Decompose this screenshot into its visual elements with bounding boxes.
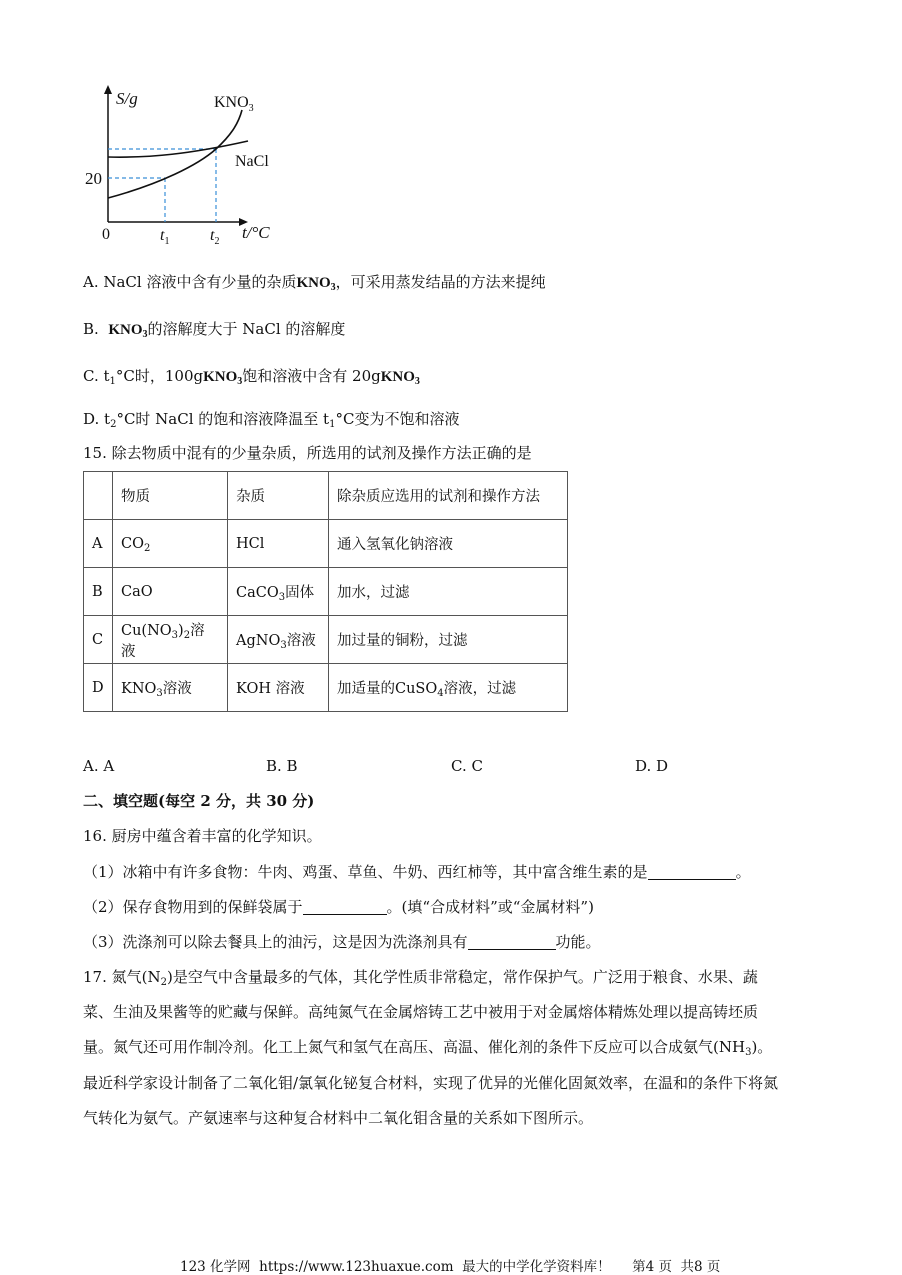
impurity-cell: AgNO$_3$溶液 (228, 616, 329, 664)
table-header-row (84, 472, 568, 520)
q15-stem: 15. 除去物质中混有的少量杂质，所选用的试剂及操作方法正确的是 (83, 444, 532, 462)
method-cell: 加适量的CuSO$_4$溶液，过滤 (329, 664, 568, 712)
row-label: C (84, 616, 113, 664)
q17-line-2: 菜、生油及果酱等的贮藏与保鲜。高纯氮气在金属熔铸工艺中被用于对金属熔体精炼处理以提高铸坯质 (83, 1003, 759, 1021)
substance-cell: $Cu(NO_3)_2$溶液 (113, 616, 228, 664)
impurity-cell: KOH 溶液 (228, 664, 329, 712)
q15-option-b: B. B (266, 757, 298, 775)
table-row (84, 616, 568, 664)
t2-label: $t_2$ (210, 227, 220, 247)
q14-option-a: A. NaCl 溶液中含有少量的杂质$KNO_3$，可采用蒸发结晶的方法来提纯 (83, 273, 546, 293)
y-axis-label: S/g (116, 89, 138, 108)
impurity-cell: CaCO$_3$固体 (228, 568, 329, 616)
answer-blank[interactable] (648, 863, 736, 880)
section-title: 二、填空题(每空 2 分，共 30 分) (83, 792, 315, 810)
substance-cell: CaO (113, 568, 228, 616)
row-label: B (84, 568, 113, 616)
table-header-cell: 除杂质应选用的试剂和操作方法 (329, 472, 568, 520)
q17-line-3: 量。氮气还可用作制冷剂。化工上氮气和氢气在高压、高温、催化剂的条件下反应可以合成氨气$(NH_3)$。 (83, 1038, 773, 1058)
origin-label: 0 (102, 226, 110, 243)
q15-option-d: D. D (635, 757, 669, 775)
substance-cell: $KNO_3$溶液 (113, 664, 228, 712)
y-axis-arrow (104, 85, 112, 94)
q17-line-5: 气转化为氨气。产氨速率与这种复合材料中二氧化钼含量的关系如下图所示。 (83, 1109, 594, 1127)
q14-option-b: B. $KNO_3$的溶解度大于 NaCl 的溶解度 (83, 320, 346, 340)
table-row (84, 568, 568, 616)
impurity-cell: HCl (228, 520, 329, 568)
row-label: D (84, 664, 113, 712)
y-tick-20: 20 (85, 169, 102, 188)
q16-stem: 16. 厨房中蕴含着丰富的化学知识。 (83, 827, 322, 845)
method-cell: 通入氢氧化钠溶液 (329, 520, 568, 568)
table-header-cell: 杂质 (228, 472, 329, 520)
q14-option-c: C. $t_1^\circ C$时，100gKNO$_3$饱和溶液中含有 20gKNO$_3$ (83, 367, 420, 387)
q16-part1: （1）冰箱中有许多食物：牛肉、鸡蛋、草鱼、牛奶、西红柿等，其中富含维生素的是 。 (83, 863, 751, 881)
substance-cell: $CO_2$ (113, 520, 228, 568)
q15-table (83, 471, 568, 712)
table-header-cell: 物质 (113, 472, 228, 520)
q15-option-a: A. A (83, 757, 115, 775)
q14-option-d: D. $t_2^\circ C$时 NaCl 的饱和溶液降温至 $t_1^\circ C$变为不饱和溶液 (83, 410, 460, 430)
nacl-label: NaCl (235, 153, 269, 170)
q17-line-4: 最近科学家设计制备了二氧化钼/氯氧化铋复合材料，实现了优异的光催化固氮效率，在温和的条件下将氮 (83, 1074, 779, 1092)
method-cell: 加水，过滤 (329, 568, 568, 616)
x-axis-label: t/°C (242, 223, 270, 242)
kno3-label: $KNO_3$ (214, 94, 254, 114)
q15-option-c: C. C (451, 757, 483, 775)
table-row (84, 664, 568, 712)
q17-line-1: 17. 氮气$(N_2)$是空气中含量最多的气体，其化学性质非常稳定，常作保护气。广泛用于粮食、水果、蔬 (83, 968, 758, 988)
t1-label: $t_1$ (160, 227, 170, 247)
solubility-graph (80, 80, 300, 250)
row-label: A (84, 520, 113, 568)
q16-part3: （3）洗涤剂可以除去餐具上的油污，这是因为洗涤剂具有 功能。 (83, 933, 601, 951)
q16-part2: （2）保存食物用到的保鲜袋属于 。(填“合成材料”或“金属材料”) (83, 898, 594, 916)
page-footer: 123 化学网 https://www.123huaxue.com 最大的中学化学资料库！ 第4 页 共8 页 (180, 1259, 721, 1275)
answer-blank[interactable] (468, 933, 556, 950)
table-header-cell (84, 472, 113, 520)
table-row (84, 520, 568, 568)
answer-blank[interactable] (303, 898, 387, 915)
method-cell: 加过量的铜粉，过滤 (329, 616, 568, 664)
